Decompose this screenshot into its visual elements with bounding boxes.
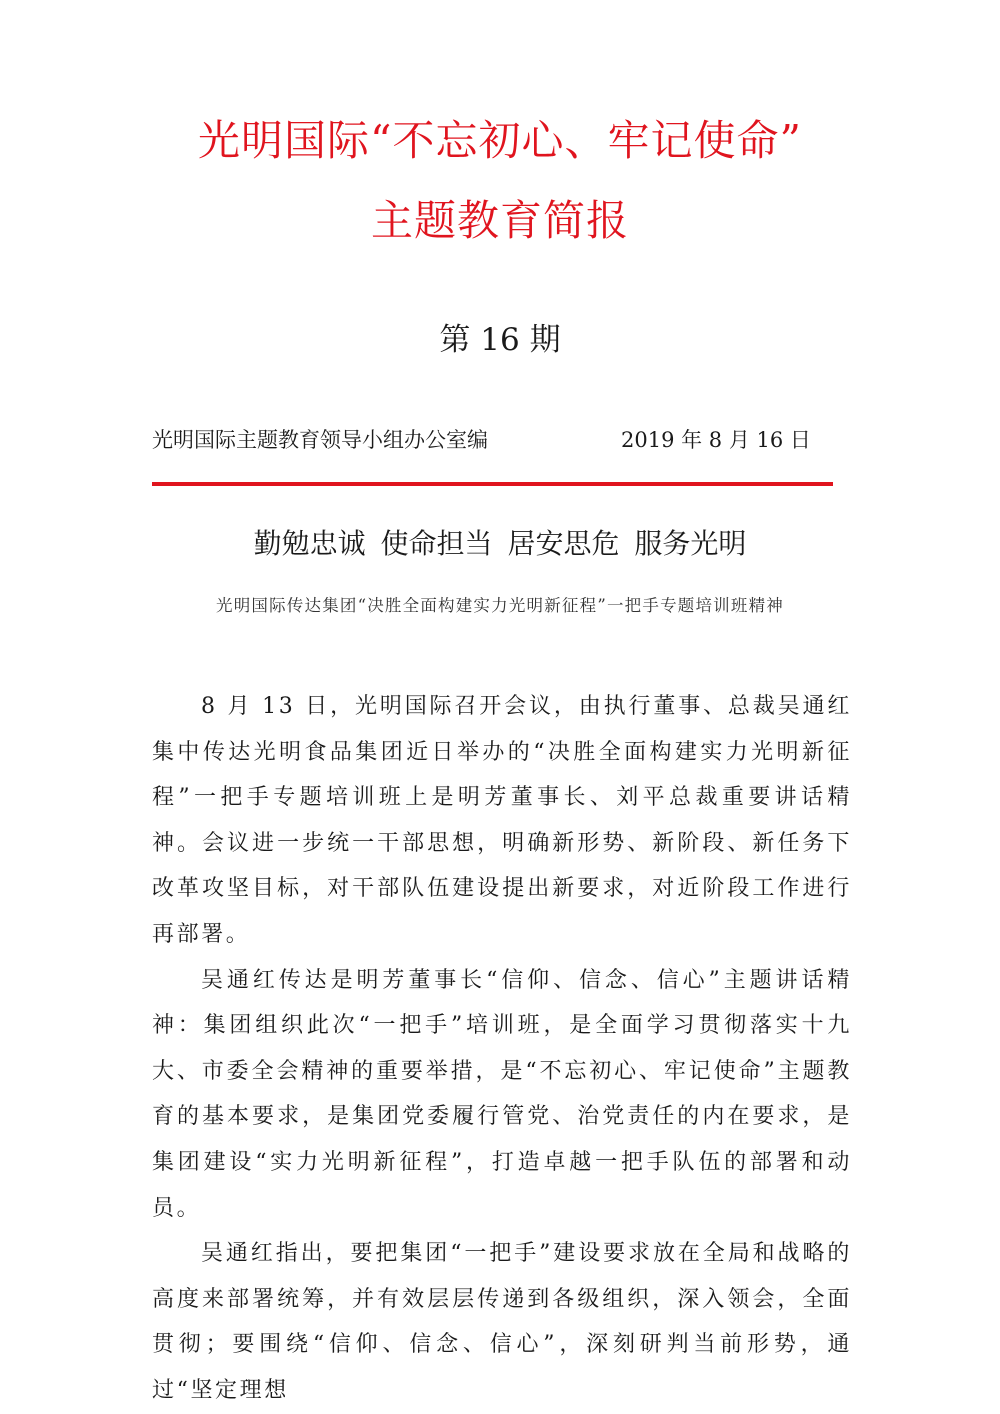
- body-paragraph: 吴通红指出，要把集团“一把手”建设要求放在全局和战略的高度来部署统筹，并有效层层传递到各级组织，深入领会，全面贯彻；要围绕“信仰、信念、信心”，深刻研判当前形势，通过“坚定理想: [152, 1241, 852, 1403]
- document-title-line-1: 光明国际“不忘初心、牢记使命”: [198, 116, 802, 165]
- editor-line: 光明国际主题教育领导小组办公室编: [152, 428, 488, 452]
- issue-number: 第 16 期: [439, 322, 561, 358]
- article-subtitle: 光明国际传达集团“决胜全面构建实力光明新征程”一把手专题培训班精神: [216, 596, 784, 615]
- article-headline: 勤勉忠诚 使命担当 居安思危 服务光明: [253, 527, 747, 560]
- body-paragraph: 8 月 13 日，光明国际召开会议，由执行董事、总裁吴通红集中传达光明食品集团近日举办的“决胜全面构建实力光明新征程”一把手专题培训班上是明芳董事长、刘平总裁重要讲话精神。会议进一步统一干部思想，明确新形势、新阶段、新任务下改革攻坚目标，对干部队伍建设提出新要求，对近阶段工作进行再部署。: [152, 694, 852, 947]
- body-paragraph: 吴通红传达是明芳董事长“信仰、信念、信心”主题讲话精神：集团组织此次“一把手”培训班，是全面学习贯彻落实十九大、市委全会精神的重要举措，是“不忘初心、牢记使命”主题教育的基本要求，是集团党委履行管党、治党责任的内在要求，是集团建设“实力光明新征程”，打造卓越一把手队伍的部署和动员。: [152, 967, 852, 1221]
- red-divider-rule: [152, 482, 833, 486]
- document-title-line-2: 主题教育简报: [370, 196, 629, 245]
- publication-date: 2019 年 8 月 16 日: [621, 428, 811, 452]
- article-body: [152, 684, 852, 1414]
